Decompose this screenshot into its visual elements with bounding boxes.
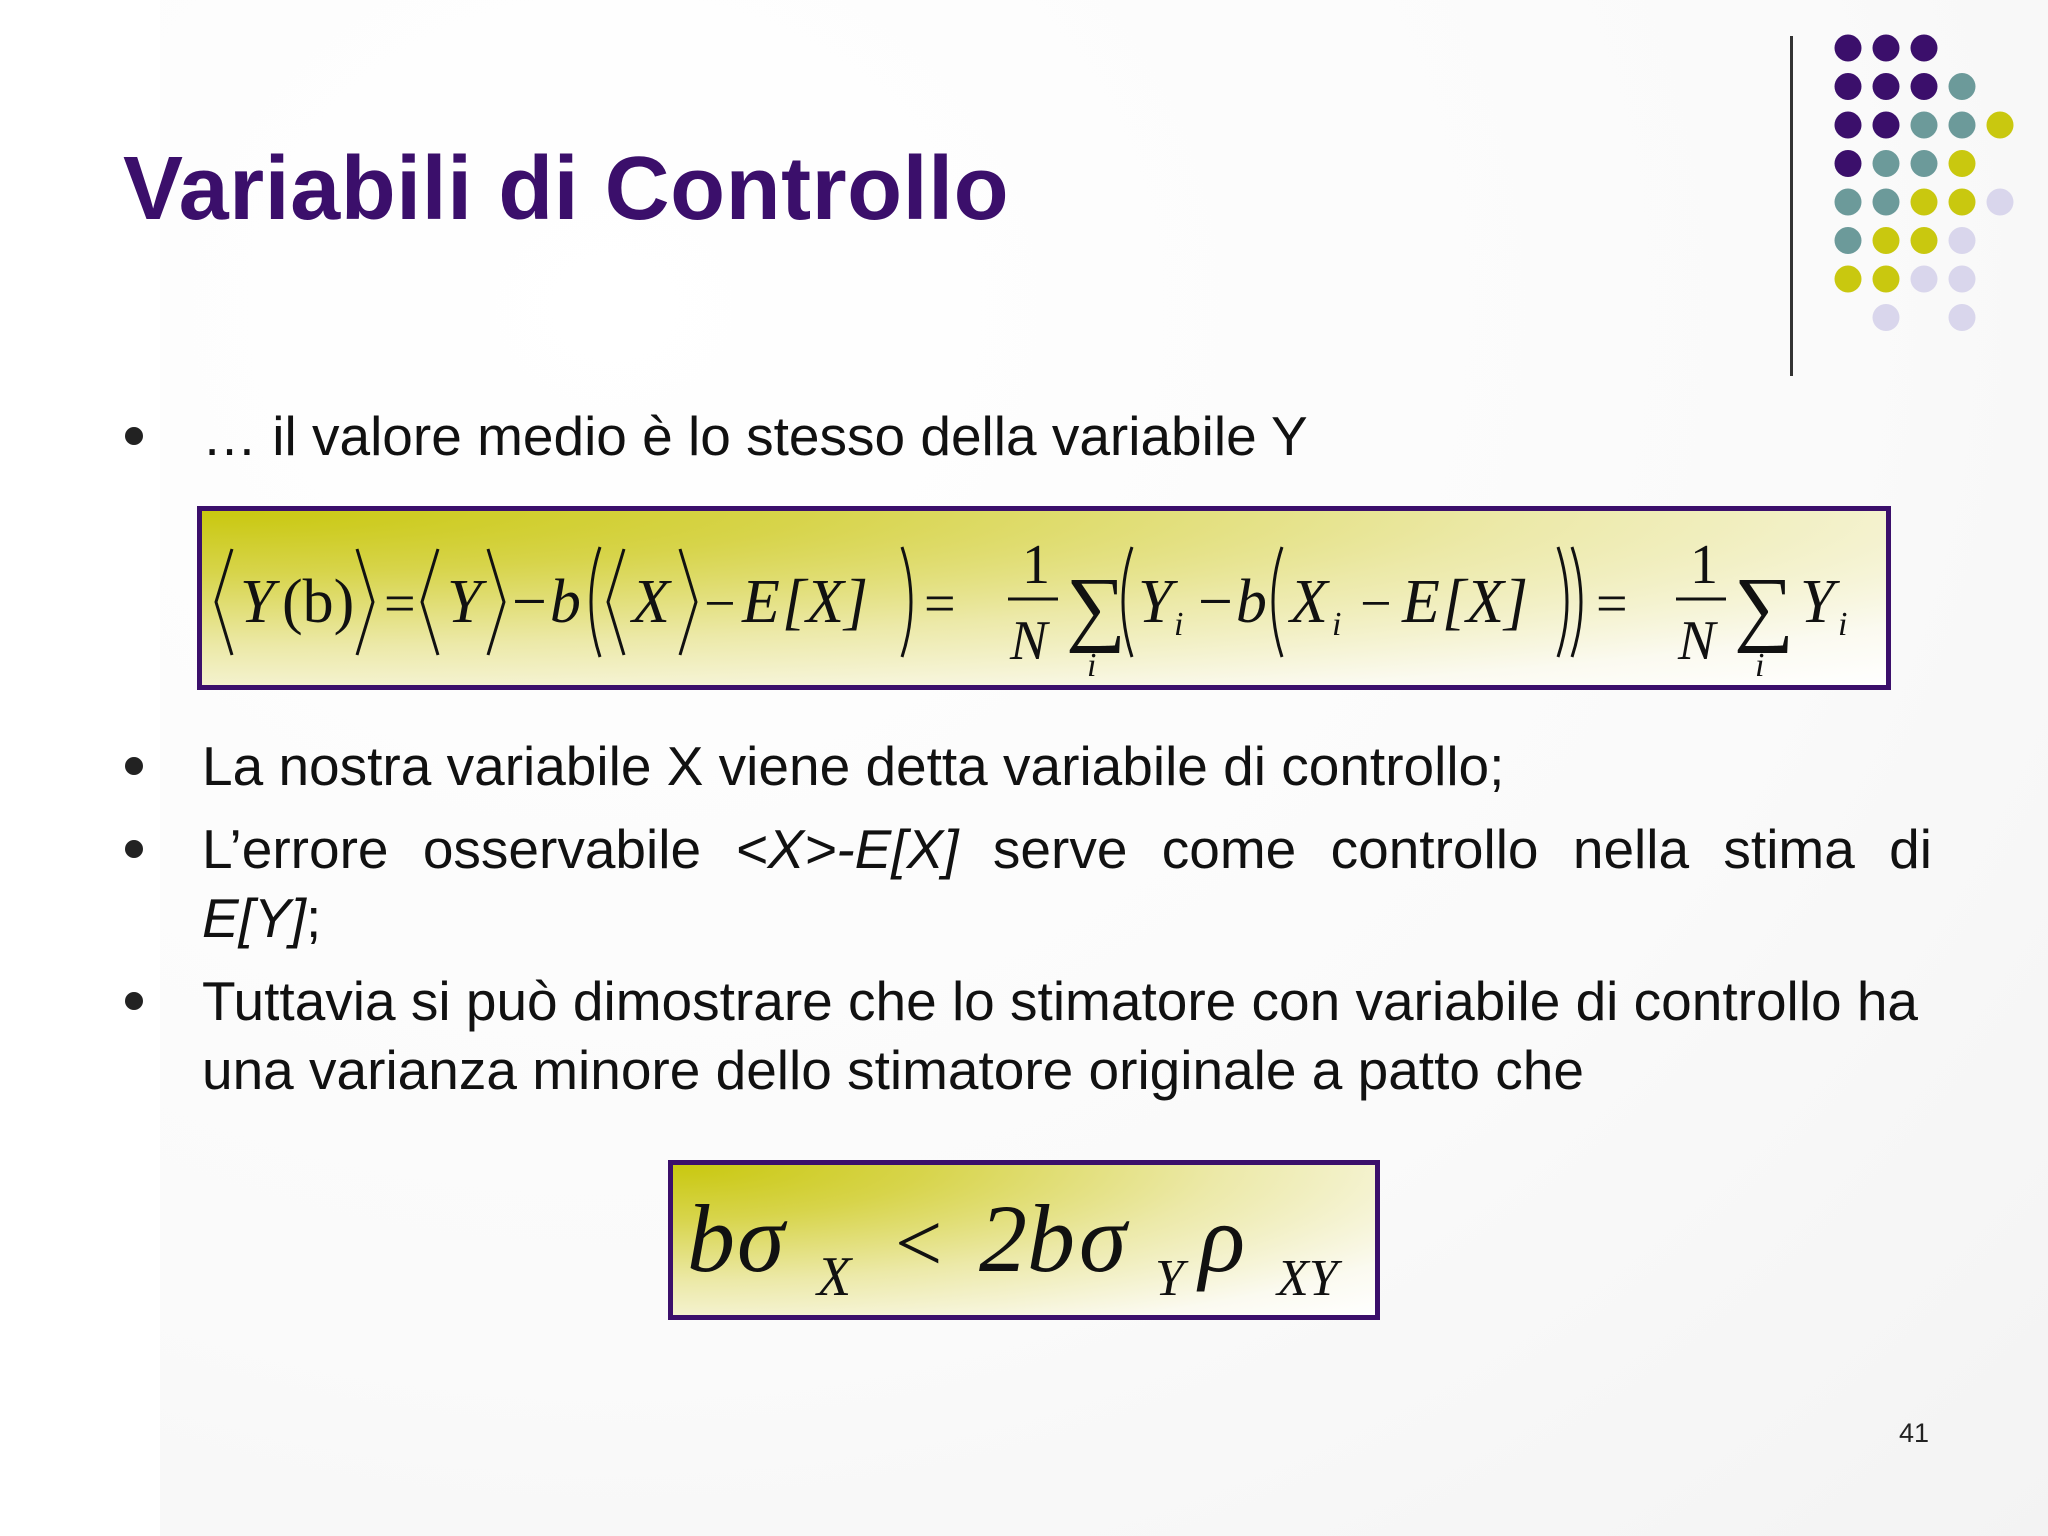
decorative-dot	[1987, 189, 2014, 216]
paren-left	[1273, 547, 1282, 657]
decorative-dot	[1835, 112, 1862, 139]
formula-minus-b: −b	[508, 568, 581, 636]
summation-index: i	[1755, 647, 1765, 684]
decorative-dot	[1949, 150, 1976, 177]
decorative-dot	[1873, 227, 1900, 254]
decorative-dot	[1835, 150, 1862, 177]
decorative-dot	[1911, 35, 1938, 62]
formula-minus: −	[1360, 573, 1392, 635]
paren-right	[1572, 547, 1581, 657]
angle-bracket-right	[488, 549, 504, 655]
formula-b-paren: (b)	[282, 568, 355, 636]
subscript-Y: Y	[1155, 1250, 1184, 1307]
bullet-dot	[125, 992, 143, 1010]
subscript-i: i	[1332, 606, 1342, 643]
formula-rho: ρ	[1199, 1185, 1246, 1292]
decorative-dot	[1835, 73, 1862, 100]
formula-X: X	[632, 568, 670, 636]
bullet-dot	[125, 757, 143, 775]
decorative-dot	[1949, 189, 1976, 216]
paren-right	[1558, 547, 1567, 657]
formula-sigma: σ	[737, 1185, 785, 1292]
bullet-3-text	[202, 815, 1932, 953]
decorative-dot	[1949, 227, 1976, 254]
formula-E: E	[1402, 568, 1440, 636]
decorative-dot	[1835, 35, 1862, 62]
paren-left	[591, 547, 600, 657]
decorative-dot	[1873, 112, 1900, 139]
formula-Y: Y	[240, 568, 275, 636]
subscript-i: i	[1838, 606, 1848, 643]
formula-minus: −	[704, 573, 736, 635]
subscript-i: i	[1174, 606, 1184, 643]
angle-bracket-right	[357, 549, 373, 655]
decorative-dot	[1911, 150, 1938, 177]
fraction-denominator: N	[1678, 610, 1716, 672]
bullet-4-text: Tuttavia si può dimostrare che lo stimatore con variabile di controllo ha una varianza minore dello stimatore originale a patto che	[202, 970, 1919, 1101]
bullet-3-italic-expression: E[Y]	[202, 887, 306, 949]
decorative-dot	[1911, 266, 1938, 293]
formula-equals: =	[924, 573, 956, 635]
angle-bracket-left	[422, 549, 438, 655]
decorative-dot	[1911, 73, 1938, 100]
formula-equals: =	[1596, 573, 1628, 635]
subscript-XY: XY	[1277, 1250, 1338, 1307]
formula-box-condition	[668, 1160, 1380, 1320]
formula-bracket-X: [X]	[1442, 568, 1529, 636]
formula-Y-i: Y	[1800, 568, 1835, 636]
fraction-numerator: 1	[1690, 534, 1718, 596]
formula-box-mean	[197, 506, 1891, 690]
decorative-dot	[1873, 73, 1900, 100]
bullet-3-italic-expression: <X>-E[X]	[735, 818, 959, 880]
decorative-dot	[1835, 189, 1862, 216]
decorative-dot	[1911, 189, 1938, 216]
decorative-dot	[1873, 35, 1900, 62]
bullet-3-part: serve come controllo nella stima di	[958, 818, 1932, 880]
slide-title: Variabili di Controllo	[123, 139, 1010, 239]
fraction-denominator: N	[1010, 610, 1048, 672]
summation-sign: ∑	[1066, 561, 1126, 654]
decorative-dot	[1873, 266, 1900, 293]
angle-bracket-left	[608, 549, 624, 655]
formula-sigma: σ	[1079, 1185, 1127, 1292]
decorative-dot	[1949, 73, 1976, 100]
page-number: 41	[1899, 1418, 1930, 1448]
bullet-dot	[125, 840, 143, 858]
angle-bracket-right	[680, 549, 696, 655]
formula-less-than: <	[895, 1197, 943, 1290]
decorative-dot	[1835, 266, 1862, 293]
decorative-dot	[1835, 227, 1862, 254]
decorative-dot	[1949, 304, 1976, 331]
decorative-dot	[1911, 227, 1938, 254]
subscript-X: X	[817, 1246, 852, 1308]
formula-2b: 2b	[979, 1185, 1075, 1292]
bullet-dot	[125, 427, 143, 445]
formula-bracket-X: [X]	[782, 568, 869, 636]
decorative-dot	[1873, 304, 1900, 331]
decorative-dot	[1911, 112, 1938, 139]
formula-X-i: X	[1290, 568, 1328, 636]
formula-Y: Y	[447, 568, 482, 636]
formula-b: b	[687, 1185, 735, 1292]
fraction-numerator: 1	[1022, 534, 1050, 596]
decorative-dot	[1873, 150, 1900, 177]
formula-Y-i: Y	[1138, 568, 1173, 636]
bullet-2-text: La nostra variabile X viene detta variabile di controllo;	[202, 735, 1505, 797]
angle-bracket-left	[216, 549, 232, 655]
decorative-dot	[1987, 112, 2014, 139]
summation-sign: ∑	[1734, 561, 1794, 654]
formula-condition-expression	[673, 1165, 1375, 1315]
paren-right	[902, 547, 911, 657]
formula-E: E	[742, 568, 780, 636]
formula-minus-b: −b	[1194, 568, 1267, 636]
bullet-3-line-1	[202, 815, 1932, 884]
formula-mean-expression	[202, 511, 1886, 685]
bullet-3-part: ;	[305, 887, 322, 949]
decorative-dot	[1873, 189, 1900, 216]
bullet-1-text: … il valore medio è lo stesso della variabile Y	[202, 405, 1308, 467]
decorative-dot	[1949, 112, 1976, 139]
decorative-dot-grid	[0, 0, 2048, 340]
summation-index: i	[1087, 647, 1097, 684]
bullet-3-part: L’errore osservabile	[202, 818, 736, 880]
formula-equals: =	[384, 573, 416, 635]
decorative-dot	[1949, 266, 1976, 293]
